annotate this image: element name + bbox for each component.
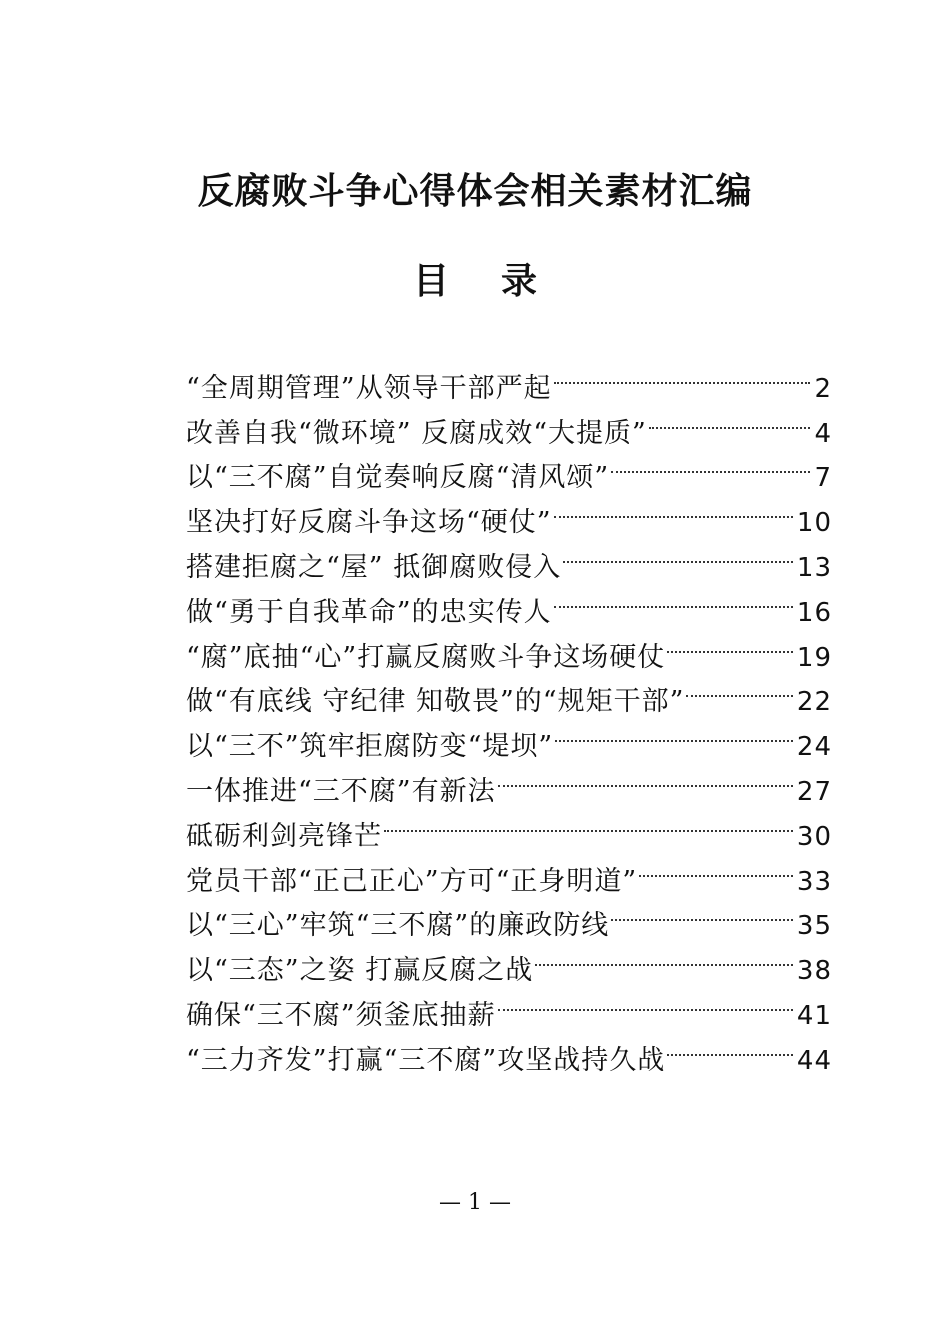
toc-entry-page: 4: [814, 418, 832, 449]
toc-heading: [0, 256, 950, 306]
toc-entry-page: 30: [796, 821, 832, 852]
toc-leader-dots: [535, 934, 793, 979]
toc-leader-dots: [554, 576, 793, 621]
toc-entry-title: 确保“三不腐”须釜底抽薪: [186, 999, 496, 1031]
toc-entry-title: “腐”底抽“心”打赢反腐败斗争这场硬仗: [186, 641, 666, 673]
toc-entry[interactable]: [186, 352, 832, 404]
toc-leader-dots: [649, 397, 811, 442]
toc-leader-dots: [554, 352, 811, 397]
document-title: 反腐败斗争心得体会相关素材汇编: [197, 170, 753, 212]
toc-leader-dots: [667, 1024, 793, 1069]
toc-entry-page: 13: [796, 552, 832, 583]
toc-entry-title: “全周期管理”从领导干部严起: [186, 372, 552, 404]
toc-entry-page: 7: [814, 463, 832, 494]
toc-entry-title: 以“三心”牢筑“三不腐”的廉政防线: [186, 910, 610, 942]
toc-leader-dots: [563, 531, 793, 576]
toc-leader-dots: [498, 979, 793, 1024]
toc-entry-page: 2: [814, 373, 832, 404]
toc-leader-dots: [667, 621, 793, 666]
toc-entry-page: 22: [796, 687, 832, 718]
toc-entry-title: 改善自我“微环境” 反腐成效“大提质”: [186, 417, 647, 449]
toc-entry-title: 党员干部“正己正心”方可“正身明道”: [186, 865, 638, 897]
toc-heading-char-2: 录: [501, 260, 538, 302]
toc-entry-title: 以“三态”之姿 打赢反腐之战: [186, 955, 534, 987]
toc-entry-title: 坚决打好反腐斗争这场“硬仗”: [186, 507, 552, 539]
toc-leader-dots: [639, 845, 793, 890]
toc-entry-page: 33: [796, 866, 832, 897]
toc-entry-page: 27: [796, 776, 832, 807]
toc-leader-dots: [611, 442, 810, 487]
toc-entry-page: 38: [796, 956, 832, 987]
toc-entry-title: 一体推进“三不腐”有新法: [186, 775, 496, 807]
toc-entry-page: 24: [796, 732, 832, 763]
table-of-contents: [186, 352, 832, 1076]
toc-entry-page: 19: [796, 642, 832, 673]
toc-leader-dots: [498, 755, 793, 800]
toc-entry-page: 41: [796, 1000, 832, 1031]
toc-entry-title: 做“有底线 守纪律 知敬畏”的“规矩干部”: [186, 686, 685, 718]
toc-leader-dots: [555, 710, 793, 755]
toc-entry-page: 10: [796, 508, 832, 539]
toc-entry-page: 16: [796, 597, 832, 628]
toc-entry-title: 砥砺利剑亮锋芒: [186, 820, 382, 852]
toc-entry-page: 35: [796, 911, 832, 942]
toc-leader-dots: [611, 890, 793, 935]
toc-leader-dots: [686, 666, 793, 711]
toc-entry-title: “三力齐发”打赢“三不腐”攻坚战持久战: [186, 1044, 666, 1076]
toc-entry-page: 44: [796, 1045, 832, 1076]
toc-entry-title: 以“三不”筑牢拒腐防变“堤坝”: [186, 731, 554, 763]
toc-leader-dots: [384, 800, 793, 845]
toc-heading-char-1: 目: [412, 260, 449, 302]
toc-entry-title: 做“勇于自我革命”的忠实传人: [186, 596, 552, 628]
toc-leader-dots: [554, 486, 793, 531]
page-number: — 1 —: [439, 1190, 511, 1215]
toc-entry-title: 以“三不腐”自觉奏响反腐“清风颂”: [186, 462, 610, 494]
toc-entry-title: 搭建拒腐之“屋” 抵御腐败侵入: [186, 551, 562, 583]
